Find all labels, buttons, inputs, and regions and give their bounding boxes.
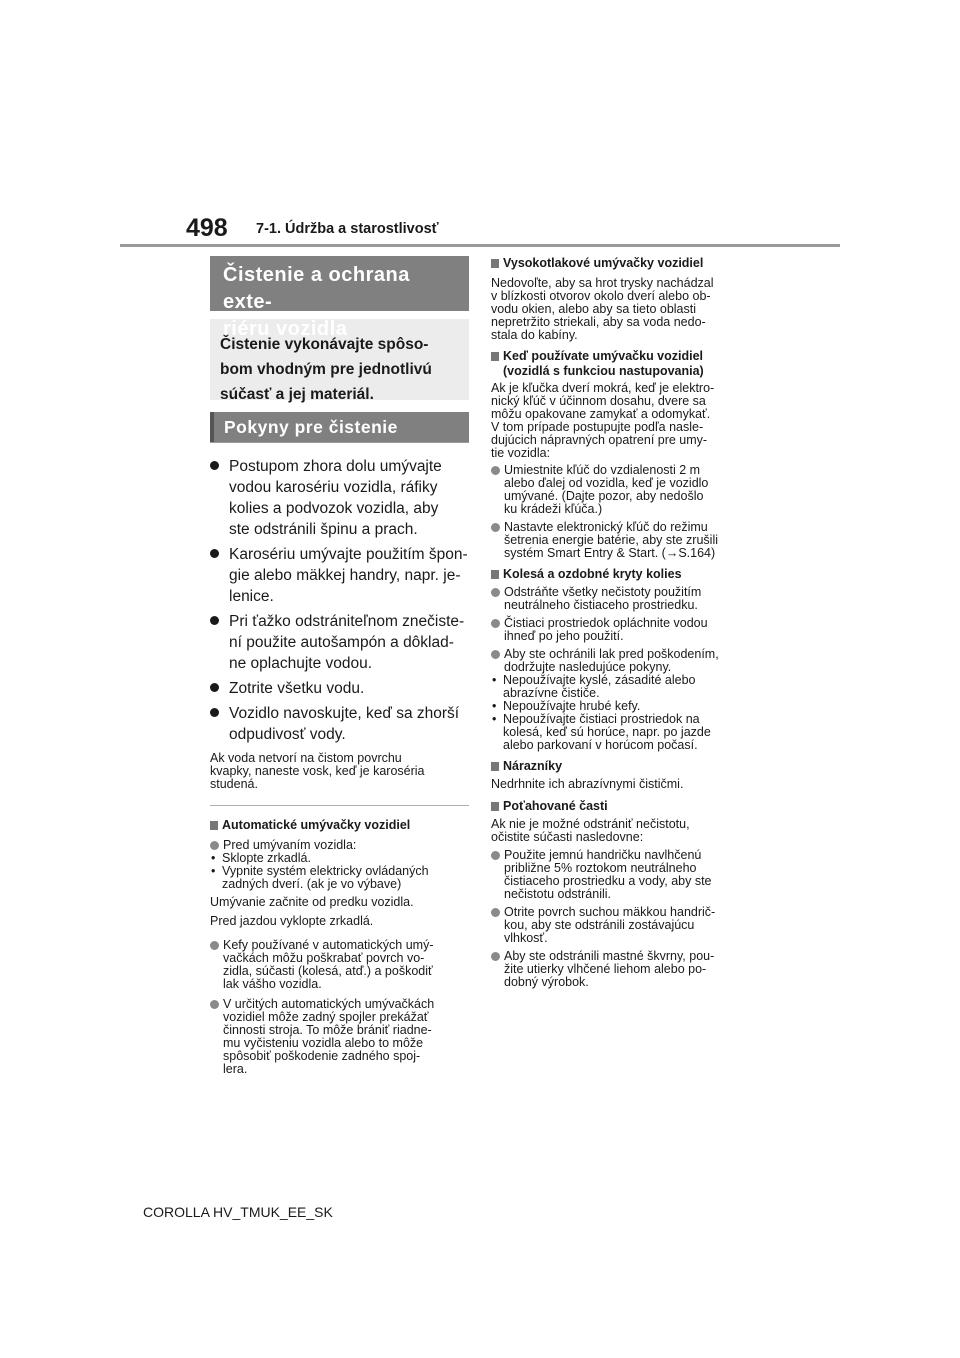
bullet-icon xyxy=(210,683,219,692)
section-title: 7-1. Údržba a starostlivosť xyxy=(256,221,439,237)
list-line: Nepoužívajte hrubé kefy. xyxy=(503,699,641,713)
list-line: zidla, súčasti (kolesá, atď.) a poškodiť xyxy=(223,964,433,978)
list-line: žite utierky vlhčené liehom alebo po- xyxy=(504,962,707,976)
paragraph-line: nepretržito striekali, aby sa voda nedo- xyxy=(491,315,706,329)
intro-line: súčasť a jej materiál. xyxy=(220,386,374,403)
paragraph-line: v blízkosti otvorov okolo dverí alebo ob- xyxy=(491,289,711,303)
list-line: kolesá, keď sú horúce, napr. po jazde xyxy=(503,725,711,739)
list-line: vačkách môžu poškrabať povrch vo- xyxy=(223,951,425,965)
list-line: Čistiaci prostriedok opláchnite vodou xyxy=(504,616,708,630)
square-bullet-icon xyxy=(491,762,499,771)
divider xyxy=(210,442,469,443)
paragraph: Pred jazdou vyklopte zrkadlá. xyxy=(210,914,374,928)
sub-heading-cleaning xyxy=(210,412,469,442)
note-line: kvapky, naneste vosk, keď je karoséria xyxy=(210,764,425,778)
paragraph xyxy=(491,818,756,844)
list-item xyxy=(210,939,469,991)
list-line: dodržujte nasledujúce pokyny. xyxy=(504,660,672,674)
main-heading-line: riéru vozidla xyxy=(223,318,348,340)
list-item xyxy=(491,950,756,989)
smart-entry-heading xyxy=(491,349,756,379)
plated-parts-heading xyxy=(491,799,756,814)
paragraph-line: dujúcich nápravných opatrení pre umy- xyxy=(491,433,708,447)
page-number: 498 xyxy=(186,214,228,242)
paragraph-line: stala do kabíny. xyxy=(491,328,578,342)
list-line: ste odstránili špinu a prach. xyxy=(229,521,418,538)
intro-line: Čistenie vykonávajte spôso- xyxy=(220,336,429,353)
divider xyxy=(210,805,469,806)
list-line: Aby ste ochránili lak pred poškodením, xyxy=(504,647,719,661)
list-item xyxy=(491,617,756,643)
list-line: Aby ste odstránili mastné škvrny, pou- xyxy=(504,949,715,963)
list-line: kou, aby ste odstránili zostávajúcu xyxy=(504,918,695,932)
left-column xyxy=(210,256,469,1076)
circle-bullet-icon xyxy=(210,841,219,850)
list-line: Otrite povrch suchou mäkkou handrič- xyxy=(504,905,716,919)
sub-list-item xyxy=(491,674,756,700)
list-item xyxy=(210,678,469,699)
bullet-icon: • xyxy=(492,712,497,726)
circle-bullet-icon xyxy=(491,523,500,532)
paragraph: Umývanie začnite od predku vozidla. xyxy=(210,895,414,909)
list-line: umývané. (Dajte pozor, aby nedošlo xyxy=(504,489,704,503)
bullet-icon xyxy=(210,549,219,558)
list-line: Pri ťažko odstrániteľnom znečiste- xyxy=(229,613,465,630)
list-item xyxy=(491,521,756,560)
list-item xyxy=(491,464,756,516)
high-pressure-title: Vysokotlakové umývačky vozidiel xyxy=(503,256,704,270)
list-line: V určitých automatických umývačkách xyxy=(223,997,435,1011)
list-line: Nastavte elektronický kľúč do režimu xyxy=(504,520,708,534)
paragraph-line: môžu opakovane zamykať a odomykať. xyxy=(491,407,711,421)
list-line: vodou karosériu vozidla, ráfiky xyxy=(229,479,438,496)
square-bullet-icon xyxy=(491,570,499,579)
bullet-icon: • xyxy=(492,673,497,687)
bullet-icon: • xyxy=(492,699,497,713)
bullet-icon xyxy=(210,616,219,625)
circle-bullet-icon xyxy=(491,908,500,917)
list-line: systém Smart Entry & Start. (→S.164) xyxy=(504,546,716,560)
paragraph: Nedrhnite ich abrazívnymi čističmi. xyxy=(491,777,684,791)
smart-entry-title: (vozidlá s funkciou nastupovania) xyxy=(503,364,704,378)
list-line: Pred umývaním vozidla: xyxy=(223,838,357,852)
footer-text: COROLLA HV_TMUK_EE_SK xyxy=(143,1204,333,1220)
list-line: Nepoužívajte kyslé, zásadité alebo xyxy=(503,673,696,687)
list-line: odpudivosť vody. xyxy=(229,726,346,743)
list-item xyxy=(210,456,469,540)
bullet-icon xyxy=(210,461,219,470)
list-line: Karosériu umývajte použitím špon- xyxy=(229,546,468,563)
auto-wash-heading xyxy=(210,818,469,833)
sub-list-item xyxy=(210,865,469,891)
bumpers-title: Nárazníky xyxy=(503,759,563,773)
list-line: šetrenia energie batérie, aby ste zrušili xyxy=(504,533,719,547)
paragraph-line: Ak nie je možné odstrániť nečistotu, xyxy=(491,817,690,831)
list-item xyxy=(491,586,756,612)
note-line: Ak voda netvorí na čistom povrchu xyxy=(210,751,402,765)
main-heading-line: Čistenie a ochrana exte- xyxy=(223,264,410,313)
list-line: abrazívne čističe. xyxy=(503,686,600,700)
list-line: Zotrite všetku vodu. xyxy=(229,680,365,697)
circle-bullet-icon xyxy=(491,466,500,475)
instruction-list xyxy=(210,456,469,745)
circle-bullet-icon xyxy=(491,588,500,597)
sub-heading-text: Pokyny pre čistenie xyxy=(224,417,398,437)
list-line: vlhkosť. xyxy=(504,931,548,945)
circle-bullet-icon xyxy=(491,619,500,628)
paragraph-line: nický kľúč v účinnom dosahu, dvere sa xyxy=(491,394,706,408)
circle-bullet-icon xyxy=(491,952,500,961)
list-line: Kefy používané v automatických umý- xyxy=(223,938,434,952)
plated-parts-title: Poťahované časti xyxy=(503,799,608,813)
note-line: studená. xyxy=(210,777,258,791)
list-line: Vypnite systém elektricky ovládaných xyxy=(222,864,429,878)
square-bullet-icon xyxy=(210,821,218,830)
list-line: Nepoužívajte čistiaci prostriedok na xyxy=(503,712,700,726)
list-line: dobný výrobok. xyxy=(504,975,589,989)
bullet-icon: • xyxy=(211,851,216,865)
list-line: činnosti stroja. To môže brániť riadne- xyxy=(223,1023,432,1037)
circle-bullet-icon xyxy=(210,1000,219,1009)
list-item xyxy=(491,906,756,945)
paragraph-line: očistite súčasti nasledovne: xyxy=(491,830,644,844)
auto-wash-title: Automatické umývačky vozidiel xyxy=(222,818,411,832)
square-bullet-icon xyxy=(491,352,499,361)
square-bullet-icon xyxy=(491,802,499,811)
list-item xyxy=(210,544,469,607)
circle-bullet-icon xyxy=(491,650,500,659)
paragraph-line: Ak je kľučka dverí mokrá, keď je elektro- xyxy=(491,381,715,395)
list-line: čistiaceho prostriedku a vody, aby ste xyxy=(504,874,712,888)
high-pressure-heading xyxy=(491,256,756,271)
wheels-title: Kolesá a ozdobné kryty kolies xyxy=(503,567,682,581)
paragraph-line: vodu okien, alebo aby sa tieto oblasti xyxy=(491,302,696,316)
sub-list-item xyxy=(491,713,756,752)
list-line: vozidiel môže zadný spojler prekážať xyxy=(223,1010,429,1024)
list-line: lera. xyxy=(223,1062,248,1076)
paragraph-line: tie vozidla: xyxy=(491,446,551,460)
list-line: lenice. xyxy=(229,588,274,605)
right-column xyxy=(491,256,756,989)
list-line: neutrálneho čistiaceho prostriedku. xyxy=(504,598,698,612)
paragraph xyxy=(491,382,756,460)
bullet-icon: • xyxy=(211,864,216,878)
list-line: mu vyčisteniu vozidla alebo to môže xyxy=(223,1036,424,1050)
list-line: ku krádeži kľúča.) xyxy=(504,502,603,516)
list-item xyxy=(491,849,756,901)
wheels-heading xyxy=(491,567,756,582)
bumpers-heading xyxy=(491,759,756,774)
paragraph-line: Nedovoľte, aby sa hrot trysky nachádzal xyxy=(491,276,714,290)
list-line: spôsobiť poškodenie zadného spoj- xyxy=(223,1049,421,1063)
list-line: Odstráňte všetky nečistoty použitím xyxy=(504,585,702,599)
circle-bullet-icon xyxy=(210,941,219,950)
list-line: približne 5% roztokom neutrálneho xyxy=(504,861,697,875)
list-line: ihneď po jeho použití. xyxy=(504,629,624,643)
list-item xyxy=(491,648,756,674)
list-line: zadných dverí. (ak je vo výbave) xyxy=(222,877,402,891)
list-line: kolies a podvozok vozidla, aby xyxy=(229,500,439,517)
paragraph xyxy=(491,277,756,342)
list-line: ní použite autošampón a dôklad- xyxy=(229,634,454,651)
square-bullet-icon xyxy=(491,259,499,268)
main-heading xyxy=(210,256,469,340)
list-line: Použite jemnú handričku navlhčenú xyxy=(504,848,702,862)
list-line: gie alebo mäkkej handry, napr. je- xyxy=(229,567,461,584)
list-item xyxy=(210,611,469,674)
list-line: alebo ďalej od vozidla, keď je vozidlo xyxy=(504,476,709,490)
list-line: nečistotu odstránili. xyxy=(504,887,612,901)
list-line: ne oplachujte vodou. xyxy=(229,655,373,672)
list-item xyxy=(210,703,469,745)
smart-entry-title: Keď používate umývačku vozidiel xyxy=(503,349,704,363)
paragraph-line: V tom prípade postupujte podľa nasle- xyxy=(491,420,704,434)
bullet-icon xyxy=(210,708,219,717)
circle-bullet-icon xyxy=(491,851,500,860)
list-line: Sklopte zrkadlá. xyxy=(222,851,311,865)
list-line: Postupom zhora dolu umývajte xyxy=(229,458,442,475)
intro-box xyxy=(210,319,469,403)
list-line: Vozidlo navoskujte, keď sa zhorší xyxy=(229,705,460,722)
wax-note xyxy=(210,752,469,791)
list-line: lak vášho vozidla. xyxy=(223,977,322,991)
header-rule xyxy=(120,244,840,247)
list-line: Umiestnite kľúč do vzdialenosti 2 m xyxy=(504,463,701,477)
list-item xyxy=(210,998,469,1076)
intro-line: bom vhodným pre jednotlivú xyxy=(220,361,432,378)
list-line: alebo parkovaní v horúcom počasí. xyxy=(503,738,698,752)
